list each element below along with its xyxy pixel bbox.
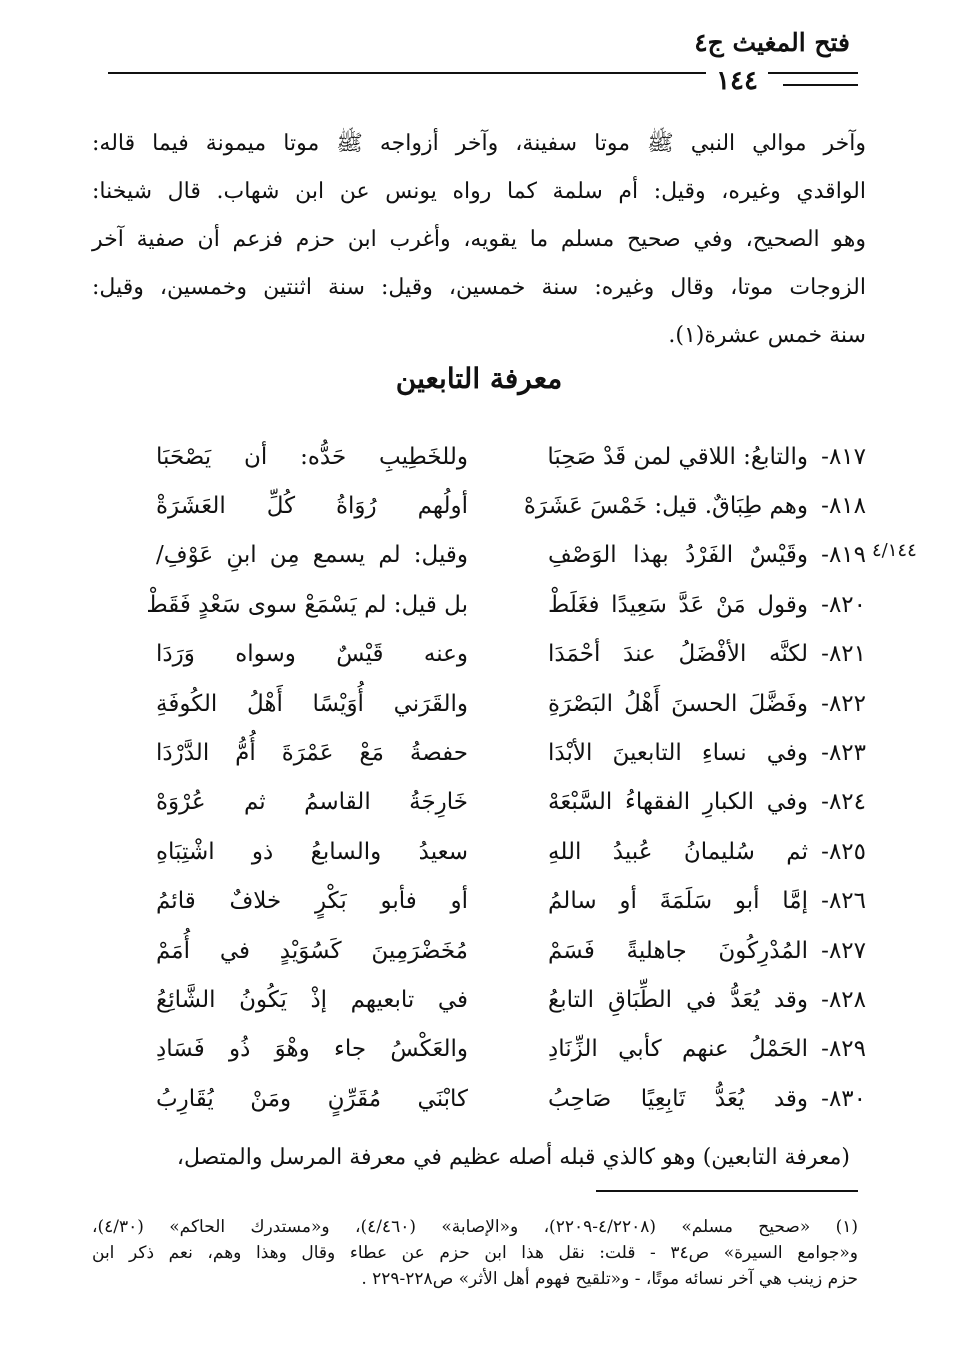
verse-number: ٨١٨- [821,493,866,520]
verse-row [92,1025,866,1074]
verse-row [92,827,866,876]
paragraph-line: وآخر موالي النبي ﷺ موتا سفينة، وآخر أزواجه ﷺ موتا ميمونة فيما قاله: [92,131,866,156]
verse-number: ٨٢٨- [821,986,866,1013]
verse-row [92,481,866,530]
verse-first-hemistich: لكنَّه الأفْضَلُ عندَ أحْمَدَا [548,641,808,668]
verse-number: ٨٢٧- [821,937,866,964]
verse-first-hemistich: وهم طِبَاقٌ. قيل: خَمْسَ عَشَرَهْ [523,493,808,520]
footnotes [92,1214,858,1292]
footnote-rule [596,1190,858,1192]
verse-first-hemistich: وقَيْسٌ الفَرْدُ بهذا الوَصْفِ [548,542,808,569]
verse-number: ٨٢٦- [821,888,866,915]
verse-first-hemistich: ثم سُليمانُ عُبيدُ اللهِ [548,838,808,865]
verse-second-hemistich: وعنه قَيْسٌ وسواه وَرَدَا [156,641,468,668]
verse-row [92,926,866,975]
verse-number: ٨٢٣- [821,740,866,767]
verse-first-hemistich: الحَمْلُ عنهم كأبي الزِّنَادِ [548,1036,808,1063]
verse-number: ٨١٧- [821,443,866,470]
footnote-line: و«جوامع السيرة» ص٣٤ - قلت: نقل هذا ابن حزم عن عطاء وقال وهذا وهم، نعم ذكر ابن [92,1243,858,1263]
verse-row [92,432,866,481]
verse-row [92,1074,866,1123]
verse-first-hemistich: إمَّا أبو سَلَمَةَ أو سالمُ [548,888,808,915]
verse-first-hemistich: وقد يُعَدُّ في الطِّبَاقِ التابعُ [548,986,808,1013]
paragraph-line: الواقدي وغيره، وقيل: أم سلمة كما رواه يونس عن ابن شهاب. قال شيخنا: [92,179,866,204]
verse-second-hemistich: خَارِجَةُ القاسمُ ثم عُرْوَهْ [156,789,468,816]
verse-number: ٨٢٤- [821,789,866,816]
verse-number: ٨١٩- [821,542,866,569]
verse-second-hemistich: مُخَضْرَمِينَ كَسُوَيْدٍ في أُمَمْ [156,937,468,964]
verse-first-hemistich: وقد يُعَدُّ تَابِعِيًا صَاحِبُ [548,1085,808,1112]
verse-second-hemistich: أولُهم رُوَاةُ كُلِّ العَشَرَةْ [156,493,468,520]
verse-row [92,728,866,777]
verse-number: ٨٢٩- [821,1036,866,1063]
verse-first-hemistich: وفي نساءِ التابعينَ الأبْدَا [548,740,808,767]
verse-number: ٨٣٠- [821,1085,866,1112]
verse-list [92,432,866,1123]
paragraph-line: سنة خمس عشرة(١). [668,323,866,348]
verse-row [92,531,866,580]
verse-second-hemistich: في تابعيهم إذْ يَكُونُ الشَّائِعُ [156,986,468,1013]
verse-number: ٨٢٢- [821,690,866,717]
footnote-line: (١) «صحيح مسلم» (٤/٢٢٠٨-٢٢٠٩)، و«الإصابة» (٤/٤٦٠)، و«مستدرك الحاكم» (٤/٣٠)، [92,1217,858,1237]
body-paragraph [92,120,866,360]
verse-row [92,975,866,1024]
verse-row [92,877,866,926]
verse-row [92,679,866,728]
verse-first-hemistich: المُدْرِكُونَ جاهليةً فَسَمْ [548,937,808,964]
footnote-line: حزم زينب هي آخر نسائه موتًا، - و«تلقيح فهوم أهل الأثر» ص٢٢٨-٢٢٩ . [361,1269,858,1289]
verse-second-hemistich: كابْنَي مُقَرِّنٍ ومَنْ يُقَارِبُ [156,1085,468,1112]
running-header-title: فتح المغيث ج٤ [694,28,850,57]
verse-number: ٨٢٠- [821,591,866,618]
verse-second-hemistich: حفصةُ مَعْ عَمْرَةَ أُمُّ الدَّرْدَا [156,740,468,767]
verse-first-hemistich: وقول مَنْ عَدَّ سَعِيدًا فغَلَطْ [548,591,808,618]
margin-page-reference: ٤/١٤٤ [872,540,917,561]
verse-second-hemistich: سعيدُ والسابعُ ذو اشْتِبَاهِ [156,838,468,865]
section-heading: معرفة التابعين [395,362,563,395]
paragraph-line: الزوجات موتا، وقال وغيره: سنة خمسين، وقيل: سنة اثنتين وخمسين، وقيل: [92,275,866,300]
verse-row [92,580,866,629]
verse-second-hemistich: بل قيل: لم يَسْمَعْ سوى سَعْدٍ فَقَطْ [146,591,468,618]
closing-line: (معرفة التابعين) وهو كالذي قبله أصله عظيم في معرفة المرسل والمتصل، [176,1145,850,1170]
verse-second-hemistich: أو فأبو بَكْرٍ خلافٌ قائمُ [156,888,468,915]
verse-second-hemistich: وقيل: لم يسمع مِن ابنِ عَوْفِ/ [156,542,468,569]
verse-first-hemistich: وفي الكبارِ الفقهاءُ السَّبْعَهْ [548,789,808,816]
page-number-rule [783,84,858,86]
verse-row [92,630,866,679]
verse-second-hemistich: والعَكْسُ جاء وهْوَ ذُو فَسَادِ [156,1036,468,1063]
verse-row [92,778,866,827]
page-number: ١٤٤ [706,66,768,96]
verse-second-hemistich: والقَرَني أُوَيْسًا أَهْلُ الكُوفَةِ [156,690,468,717]
verse-second-hemistich: وللخَطِيبِ حَدُّه: أن يَصْحَبَا [156,443,468,470]
verse-number: ٨٢١- [821,641,866,668]
verse-number: ٨٢٥- [821,838,866,865]
verse-first-hemistich: وفَضَّلَ الحسنَ أَهْلُ البَصْرَةِ [548,690,808,717]
verse-first-hemistich: والتابعُ: اللاقي لمن قَدْ صَحِبَا [547,443,808,470]
paragraph-line: وهو الصحيح، وفي صحيح مسلم ما يقويه، وأغرب ابن حزم فزعم أن صفية آخر [92,227,866,252]
